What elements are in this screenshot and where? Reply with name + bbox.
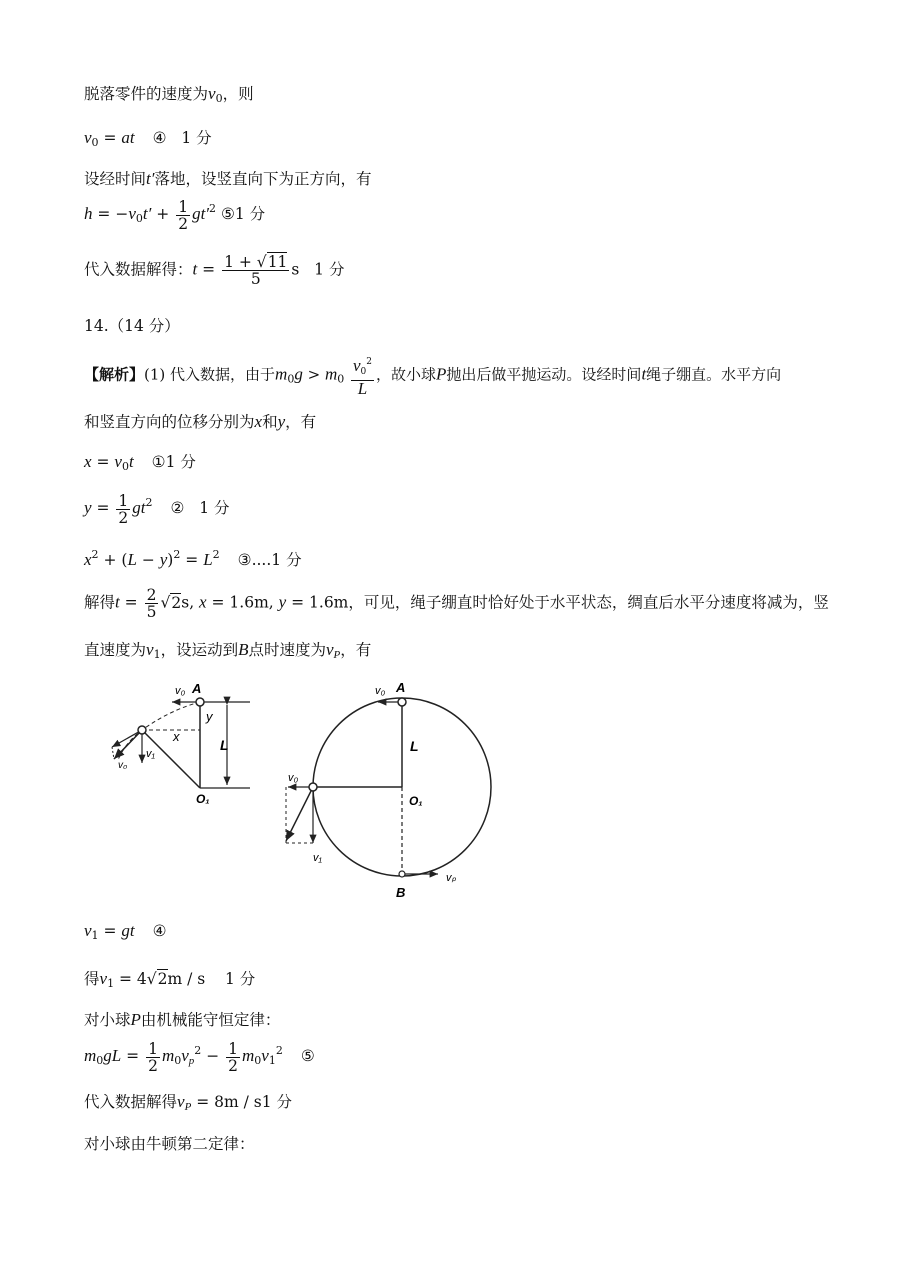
points-label: 1 分 xyxy=(314,260,345,279)
text-line: 对小球由牛顿第二定律： xyxy=(84,1135,255,1153)
text-segment: 脱落零件的速度为 xyxy=(84,85,209,103)
equation-tag: ①1 分 xyxy=(151,453,196,471)
text-line: 设经时间t′落地，设竖直向下为正方向，有 xyxy=(84,169,372,188)
svg-text:O₁: O₁ xyxy=(409,794,423,808)
svg-text:y: y xyxy=(206,709,213,724)
svg-text:v₀: v₀ xyxy=(288,772,299,784)
text-segment: ，则 xyxy=(222,85,254,103)
equation-line: $x^2 + (L - y)^2 = L^2$ ③....1 分 xyxy=(84,548,302,569)
equation-tag: ⑤1 分 xyxy=(220,205,266,223)
points-label: 1 分 xyxy=(181,129,212,147)
svg-text:L: L xyxy=(410,738,419,754)
text-line: 和竖直方向的位移分别为x和y，有 xyxy=(84,412,317,431)
svg-text:vₚ: vₚ xyxy=(446,872,457,884)
left-diagram xyxy=(112,681,250,806)
equation-tag: ③....1 分 xyxy=(237,551,302,569)
equation-tag: ④ xyxy=(152,129,167,147)
points-label: 1 分 xyxy=(224,970,256,988)
equation-line: $v_1$ = gt ④ xyxy=(84,921,167,942)
svg-text:A: A xyxy=(396,680,406,695)
svg-text:B: B xyxy=(396,885,406,900)
svg-text:x: x xyxy=(173,729,180,744)
text-line: 对小球P由机械能守恒定律： xyxy=(84,1010,281,1029)
analysis-heading: 【解析】 xyxy=(84,365,145,384)
svg-text:v₀: v₀ xyxy=(118,760,128,771)
equation-line: y = $\frac{1}{2}$ $gt^2$ ② 1 分 xyxy=(84,491,230,527)
equation-line: $h = -v_0t'$ + $\frac{1}{2}$ $gt'^2$ ⑤1 分 xyxy=(84,197,266,233)
points-label: 1 分 xyxy=(199,499,230,517)
equation-tag: ④ xyxy=(152,922,167,940)
text-segment: 落地，设竖直向下为正方向，有 xyxy=(154,170,372,188)
equation-line: $m_0gL$ = $\frac{1}{2}$ $m_0v_p^2$ − $\frac{1}{2}$ $m_0v_1^2$ ⑤ xyxy=(84,1039,315,1075)
question-number: 14.（14 分） xyxy=(84,317,180,335)
svg-text:A: A xyxy=(192,681,202,696)
equation-tag: ② xyxy=(170,499,185,517)
equation-line: $x = v_0t$ ①1 分 xyxy=(84,452,196,473)
equation-tag: ⑤ xyxy=(300,1047,315,1065)
equation-line: $v_0$ = at ④ 1 分 xyxy=(84,128,212,149)
text-line: 直速度为$v_1$，设运动到B点时速度为$v_P$，有 xyxy=(84,640,372,661)
text-line: 脱落零件的速度为$v_0$，则 xyxy=(84,84,254,105)
equation-line: 得$v_1 = 4√2m / s$ 1 分 xyxy=(84,969,256,990)
unit-label: s xyxy=(291,260,300,279)
text-line: 【解析】(1) 代入数据，由于$m_0g > m_0$ $\frac{v_0^2}{L}$ ，故小球P抛出后做平抛运动。设经时间t绳子绷直。水平方向 xyxy=(84,356,782,398)
svg-text:O₁: O₁ xyxy=(196,792,210,806)
text-line: 解得t = $\frac{2}{5}$ √2s, x = 1.6m, y = 1.6m，可见，绳子绷直时恰好处于水平状态，绸直后水平分速度将减为，竖 xyxy=(84,586,829,621)
svg-text:L: L xyxy=(220,737,229,753)
svg-text:v₁: v₁ xyxy=(146,748,155,760)
physics-figure xyxy=(100,675,500,905)
equation-line: 代入数据解得：t = $\frac{1 + √11}{5}$ s 1 分 xyxy=(84,253,345,288)
svg-text:v₁: v₁ xyxy=(313,852,322,864)
right-diagram xyxy=(286,680,491,900)
text-segment: 代入数据解得： xyxy=(84,260,193,279)
svg-text:v₀: v₀ xyxy=(175,685,186,697)
text-segment: 设经时间 xyxy=(84,170,147,188)
equation-line: 代入数据解得$v_P = 8m / s1$ 分 xyxy=(84,1092,293,1113)
svg-text:v₀: v₀ xyxy=(375,685,386,697)
